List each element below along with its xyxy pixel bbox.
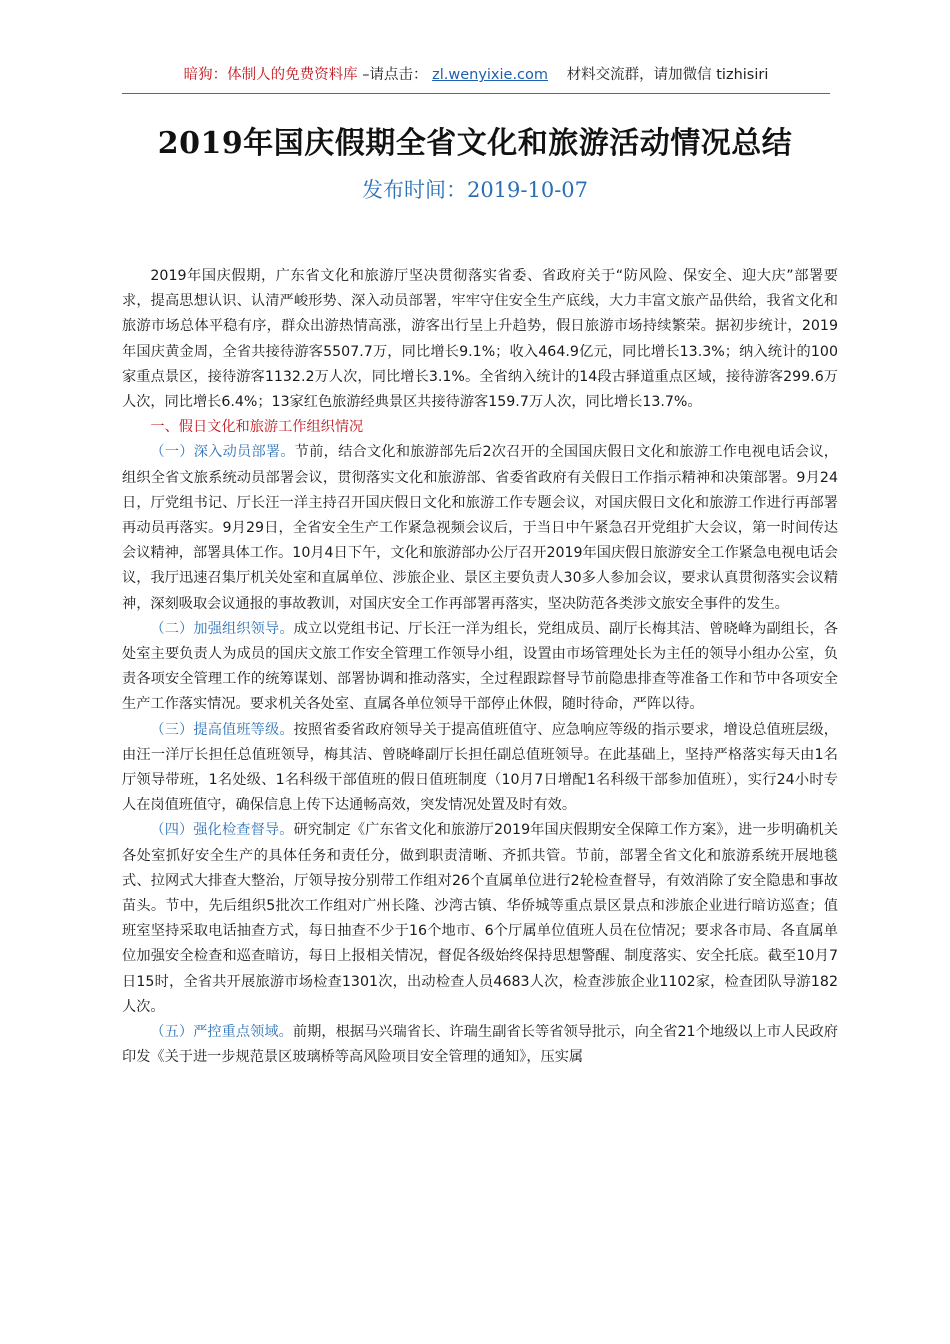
paragraph-item-5 [122,1020,838,1070]
header-wechat: 材料交流群，请加微信 tizhisiri [566,67,769,83]
paragraph-item-2 [122,617,838,718]
item-label: （五）严控重点领域。 [150,1024,293,1041]
publish-date-value: 2019-10-07 [466,178,589,202]
header-link[interactable]: zl.wenyixie.com [432,67,549,83]
article-body [122,264,838,1071]
intro-paragraph: 2019年国庆假期，广东省文化和旅游厅坚决贯彻落实省委、省政府关于“防风险、保安全、迎大庆”部署要求，提高思想认识、认清严峻形势、深入动员部署，牢牢守住安全生产底线，大力丰富文旅产品供给，我省文化和旅游市场总体平稳有序，群众出游热情高涨，游客出行呈上升趋势，假日旅游市场持续繁荣。据初步统计，2019年国庆黄金周，全省共接待游客5507.7万，同比增长9.1%；收入464.9亿元，同比增长13.3%；纳入统计的100家重点景区，接待游客1132.2万人次，同比增长3.1%。全省纳入统计的14段古驿道重点区域，接待游客299.6万人次，同比增长6.4%；13家红色旅游经典景区共接待游客159.7万人次，同比增长13.7%。 [122,268,838,411]
site-header [122,64,830,86]
paragraph-item-3 [122,718,838,819]
item-text: 按照省委省政府领导关于提高值班值守、应急响应等级的指示要求，增设总值班层级，由汪一洋厅长担任总值班领导，梅其洁、曾晓峰副厅长担任副总值班领导。在此基础上，坚持严格落实每天由1名厅领导带班，1名处级、1名科级干部值班的假日值班制度（10月7日增配1名科级干部参加值班），实行24小时专人在岗值班值守，确保信息上传下达通畅高效，突发情况处置及时有效。 [122,721,838,814]
page-title: 2019年国庆假期全省文化和旅游活动情况总结 [157,126,793,161]
item-text: 节前，结合文化和旅游部先后2次召开的全国国庆假日文化和旅游工作电视电话会议，组织全省文旅系统动员部署会议，贯彻落实文化和旅游部、省委省政府有关假日工作指示精神和决策部署。9月24日，厅党组书记、厅长汪一洋主持召开国庆假日文化和旅游工作专题会议，对国庆假日文化和旅游工作进行再部署再动员再落实。9月29日，全省安全生产工作紧急视频会议后，于当日中午紧急召开党组扩大会议，第一时间传达会议精神，部署具体工作。10月4日下午，文化和旅游部办公厅召开2019年国庆假日旅游安全工作紧急电视电话会议，我厅迅速召集厅机关处室和直属单位、涉旅企业、景区主要负责人30多人参加会议，要求认真贯彻落实会议精神，深刻吸取会议通报的事故教训，对国庆安全工作再部署再落实，坚决防范各类涉文旅安全事件的发生。 [122,444,838,612]
item-label: （三）提高值班等级。 [150,721,294,738]
item-text: 前期，根据马兴瑞省长、许瑞生副省长等省领导批示，向全省21个地级以上市人民政府印发《关于进一步规范景区玻璃桥等高风险项目安全管理的通知》，压实属 [122,1024,838,1066]
header-divider [122,93,830,94]
publish-date [0,174,950,204]
item-text: 研究制定《广东省文化和旅游厅2019年国庆假期安全保障工作方案》，进一步明确机关各处室抓好安全生产的具体任务和责任分，做到职责清晰、齐抓共管。节前，部署全省文化和旅游系统开展地毯式、拉网式大排查大整治，厅领导按分别带工作组对26个直属单位进行2轮检查督导，有效消除了安全隐患和事故苗头。节中，先后组织5批次工作组对广州长隆、沙湾古镇、华侨城等重点景区景点和涉旅企业进行暗访巡查；值班室坚持采取电话抽查方式，每日抽查不少于16个地市、6个厅属单位值班人员在位情况；要求各市局、各直属单位加强安全检查和巡查暗访，每日上报相关情况，督促各级始终保持思想警醒、制度落实、安全托底。截至10月7日15时，全省共开展旅游市场检查1301次，出动检查人员4683人次，检查涉旅企业1102家，检查团队导游182人次。 [122,822,838,1015]
paragraph-item-1 [122,440,838,616]
item-label: （四）强化检查督导。 [150,822,294,839]
paragraph-item-4 [122,818,838,1020]
item-label: （二）加强组织领导。 [150,620,294,637]
header-brand: 暗狗：体制人的免费资料库 [183,67,358,83]
header-prompt: –请点击： [362,67,428,83]
item-label: （一）深入动员部署。 [150,444,295,461]
section-heading-1: 一、假日文化和旅游工作组织情况 [150,419,364,436]
publish-date-label: 发布时间： [361,178,467,202]
item-text: 成立以党组书记、厅长汪一洋为组长，党组成员、副厅长梅其洁、曾晓峰为副组长，各处室主要负责人为成员的国庆文旅工作安全管理工作领导小组，设置由市场管理处长为主任的领导小组办公室，负责各项安全管理工作的统筹谋划、部署协调和推动落实，全过程跟踪督导节前隐患排查等准备工作和节中各项安全生产工作落实情况。要求机关各处室、直属各单位领导干部停止休假，随时待命，严阵以待。 [122,620,838,713]
